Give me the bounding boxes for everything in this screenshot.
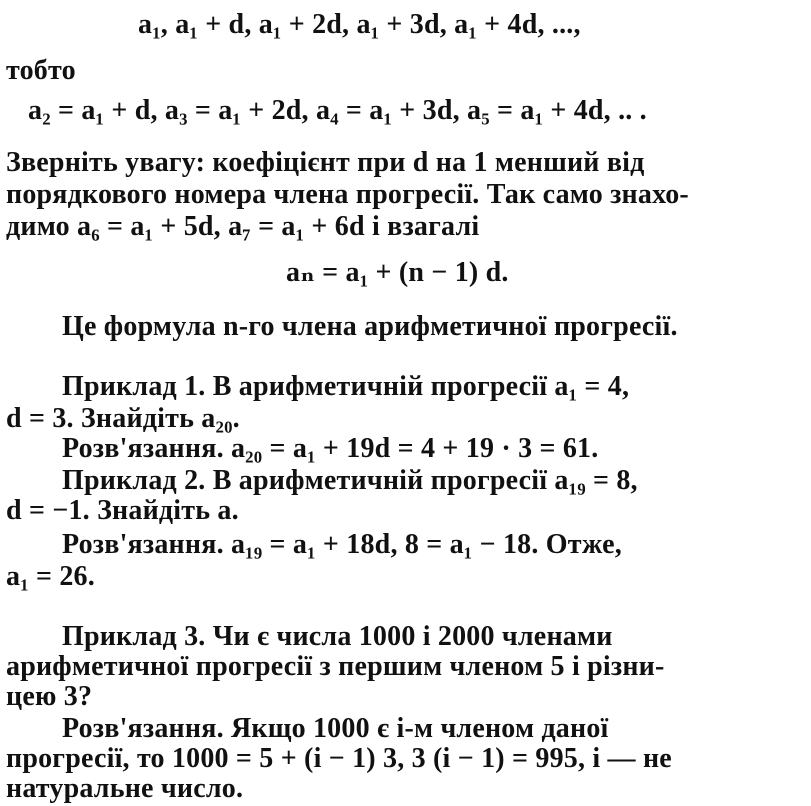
text-line: d = −1. Знайдіть a. [6,495,239,526]
text-line: димо a₆ = a₁ + 5d, a₇ = a₁ + 6d і взагалі [6,211,480,242]
nth-term-formula: aₙ = a₁ + (n − 1) d. [286,257,509,288]
text-line: d = 3. Знайдіть a₂₀. [6,403,240,434]
solution-2: Розв'язання. a₁₉ = a₁ + 18d, 8 = a₁ − 18. Отже, [62,529,622,560]
example-1-heading: Приклад 1. В арифметичній прогресії a₁ = 4, [62,371,630,402]
text-line: Це формула n-го члена арифметичної прогресії. [62,311,678,342]
solution-1: Розв'язання. a₂₀ = a₁ + 19d = 4 + 19 · 3 = 61. [62,433,599,464]
text-line: прогресії, то 1000 = 5 + (i − 1) 3, 3 (i − 1) = 995, i — не [6,743,672,774]
text-line: арифметичної прогресії з першим членом 5 і різни- [6,651,665,682]
sequence-formula: a₁, a₁ + d, a₁ + 2d, a₁ + 3d, a₁ + 4d, ..., [138,9,581,40]
text-line: порядкового номера члена прогресії. Так само знахо- [6,179,689,210]
example-3-heading: Приклад 3. Чи є числа 1000 і 2000 членами [62,621,613,652]
text-line: a₁ = 26. [6,561,95,592]
text-line: тобто [6,55,76,86]
text-line: Зверніть увагу: коефіцієнт при d на 1 менший від [6,147,645,178]
text-line: натуральне число. [6,773,244,804]
example-2-heading: Приклад 2. В арифметичній прогресії a₁₉ = 8, [62,465,638,496]
terms-formula: a₂ = a₁ + d, a₃ = a₁ + 2d, a₄ = a₁ + 3d, a₅ = a₁ + 4d, .. . [28,95,647,126]
text-line: цею 3? [6,681,93,712]
solution-3: Розв'язання. Якщо 1000 є i-м членом даної [62,713,609,744]
